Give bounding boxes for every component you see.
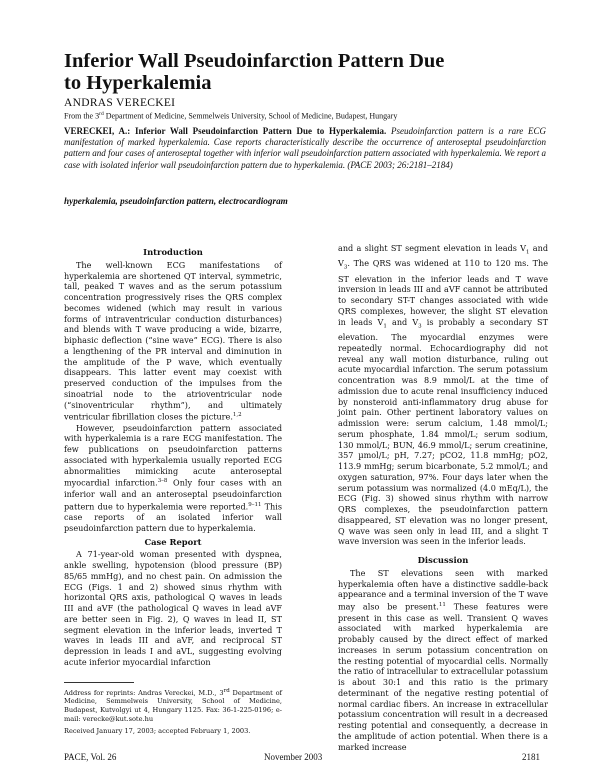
- left-column: [64, 244, 282, 736]
- disc-p1-a: The ST elevations seen with marked hyperkalemia often have a distinctive saddle-back appearance and a terminal inversion of the T wave may also be present.: [338, 567, 548, 612]
- disc-p1-b: These features were present in this case as well. Transient Q waves associated with marked hyperkalemia are probably caused by the direct effect of marked increases in serum potassium concentration on the resting potential of myocardial cells. Normally the ratio of intracellular to extracellular potassium is about 30:1 and this ratio is the primary determinant of the negative resting potential of normal cardiac fibers. An increase in extracellular potassium concentration will result in a decreased resting potential and consequently, a decrease in the amplitude of action potential. When there is a marked increase: [338, 601, 549, 752]
- case-cont-b: and V: [338, 243, 549, 269]
- footnote-address: [64, 687, 282, 724]
- footnote-divider: [64, 682, 134, 683]
- intro-paragraph-2: [64, 423, 282, 534]
- intro-p2-c: This case reports of an isolated inferior wall pseudoinfarction pattern due to hyperkalemia.: [64, 501, 282, 533]
- case-cont-sub3: 1: [383, 323, 387, 330]
- case-cont-sub4: 3: [418, 323, 422, 330]
- disc-p1-ref: 11: [438, 602, 446, 609]
- case-cont-e: is probably a secondary ST elevation. The myocardial enzymes were repeatedly normal. Echocardiography did not reveal any wall motion disturbance, ruling out acute myocardial infarction. The serum potassium concentration was 8.9 mmol/L at the time of admission due to acute renal insufficiency induced by nonsteroid anti-inflammatory drug abuse for joint pain. Other pertinent laboratory values on admission were: serum calcium, 1.48 mmol/L; serum phosphate, 1.84 mmol/L; serum sodium, 130 mmol/L; BUN, 46.9 mmol/L; serum creatinine, 357 µmol/L; pH, 7.27; pCO2, 11.8 mmHg; pO2, 113.9 mmHg; serum bicarbonate, 5.2 mmol/L; and oxygen saturation, 97%. Four days later when the serum potassium was normalized (4.0 mEq/L), the ECG (Fig. 3) showed sinus rhythm with narrow QRS complexes, the pseudoinfarction pattern disappeared, ST elevation was no longer present, Q wave was seen only in lead III, and a slight T wave inversion was seen in the inferior leads.: [338, 316, 548, 547]
- intro-p1-ref: 1,2: [232, 412, 242, 419]
- footer-journal: PACE, Vol. 26: [64, 752, 117, 762]
- discussion-paragraph-1: [338, 568, 548, 752]
- foot-address-pre: Address for reprints: Andras Vereckei, M.D., 3: [64, 688, 224, 697]
- case-cont-sub1: 1: [526, 249, 530, 256]
- footer-page-number: 2181: [522, 752, 540, 762]
- intro-p1-text: The well-known ECG manifestations of hyperkalemia are shortened QT interval, symmetric, tall, peaked T waves and as the serum potassium concentration progressively rises the QRS complex becomes widened (which may result in various forms of intraventricular conduction disturbances) and blends with T wave producing a wide, bizarre, biphasic deflection (“sine wave” ECG). There is also a lengthening of the PR interval and diminution in the amplitude of the P wave, which eventually disappears. This latter event may coexist with preserved conduction of the impulses from the sinoatrial node to the atrioventricular node (“sinoventricular rhythm”), and ultimately ventricular fibrillation closes the picture.: [64, 259, 282, 422]
- discussion-heading: Discussion: [417, 555, 469, 566]
- intro-p2-ref2: 9–11: [248, 501, 262, 508]
- foot-address-sup: rd: [223, 687, 230, 694]
- affiliation: [64, 111, 544, 121]
- footnote-received: Received January 17, 2003; accepted February 1, 2003.: [64, 727, 251, 736]
- title-line-2: to Hyperkalemia: [64, 72, 212, 94]
- intro-p2-a: However, pseudoinfarction pattern associated with hyperkalemia is a rare ECG manifestation. The few publications on pseudoinfarction patterns associated with hyperkalemia usually reported ECG abnormalities mimicking acute anteroseptal myocardial infarction.: [64, 422, 282, 489]
- case-cont-sub2: 3: [343, 264, 348, 271]
- abstract-lead: VERECKEI, A.: Inferior Wall Pseudoinfarction Pattern Due to Hyperkalemia.: [64, 126, 387, 136]
- introduction-heading: Introduction: [143, 247, 203, 257]
- author-name: ANDRAS VERECKEI: [64, 97, 176, 109]
- footer-date: November 2003: [264, 752, 323, 762]
- title-line-1: Inferior Wall Pseudoinfarction Pattern Due: [64, 50, 445, 72]
- case-cont-d: and V: [386, 316, 419, 327]
- affiliation-pre: From the 3: [64, 111, 100, 121]
- case-paragraph-1: A 71-year-old woman presented with dyspnea, ankle swelling, hypotension (blood pressure (BP) 85/65 mmHg), and no chest pain. On admission the ECG (Figs. 1 and 2) showed sinus rhythm with horizontal QRS axis, pathological Q waves in leads III and aVF (the pathological Q waves in lead aVF are better seen in Fig. 2), Q waves in lead II, ST segment elevation in the inferior leads, inverted T waves in leads III and aVF, and reciprocal ST depression in leads I and aVL, suggesting evolving acute inferior myocardial infarction: [64, 549, 282, 667]
- keywords: hyperkalemia, pseudoinfarction pattern, electrocardiogram: [64, 196, 288, 206]
- case-report-heading: Case Report: [144, 536, 202, 547]
- intro-p2-ref1: 3–8: [157, 478, 168, 485]
- case-continuation: [338, 243, 548, 547]
- affiliation-post: Department of Medicine, Semmelweis University, School of Medicine, Budapest, Hungary: [103, 111, 398, 121]
- intro-paragraph-1: [64, 260, 282, 423]
- article-title: [64, 50, 544, 94]
- case-cont-a: and a slight ST segment elevation in leads V: [338, 243, 526, 253]
- affiliation-sup: rd: [99, 111, 104, 117]
- abstract: [64, 126, 546, 171]
- abstract-body: Pseudoinfarction pattern is a rare ECG manifestation of marked hyperkalemia. Case reports characteristically describe the occurrence of anteroseptal pseudoinfarction pattern and four cases of anteroseptal together with inferior wall pseudoinfarction pattern associated with hyperkalemia. We report a case with isolated inferior wall pseudoinfarction pattern due to hyperkalemia. (PACE 2003; 26:2181–2184): [64, 126, 546, 170]
- case-cont-c: . The QRS was widened at 110 to 120 ms. The ST elevation in the inferior leads and T wave inversion in leads III and aVF cannot be attributed to secondary ST-T changes associated with wide QRS complexes, however, the slight ST elevation in leads V: [338, 258, 548, 327]
- foot-address-post: Department of Medicine, Semmelweis University, School of Medicine, Budapest, Kutvolgyi ut 4, Hungary 1125. Fax: 36-1-225-0196; e-mail: verecke@kut.sote.hu: [64, 688, 283, 723]
- intro-p2-b: Only four cases with an inferior wall and an anteroseptal pseudoinfarction pattern due to hyperkalemia were reported.: [64, 478, 282, 512]
- right-column: [338, 243, 548, 752]
